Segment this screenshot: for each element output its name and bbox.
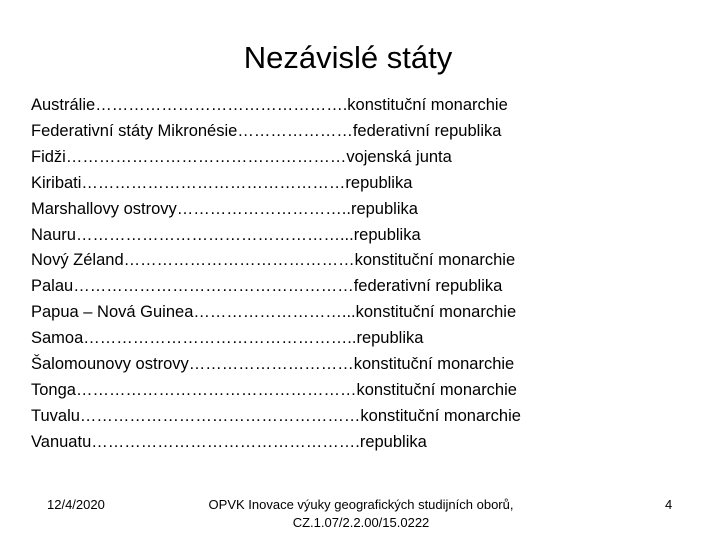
- state-row: Marshallovy ostrovy…………………………..republika: [31, 199, 418, 218]
- state-row: Austrálie……………………………………….konstituční monarchie: [31, 96, 508, 114]
- state-row: Nový Zéland……………………………………konstituční monarchie: [31, 251, 516, 270]
- state-row: Kiribati…………………………………………republika: [31, 173, 413, 192]
- state-row: Fidži……………………………………………vojenská junta: [31, 147, 452, 166]
- state-row: Nauru…………………………………………...republika: [31, 225, 421, 244]
- state-row: Tuvalu……………………………………………konstituční monarchie: [31, 406, 521, 425]
- footer-project-info: [170, 496, 552, 532]
- state-row: Palau……………………………………………federativní republika: [31, 277, 503, 296]
- slide-title: Nezávislé státy: [243, 40, 453, 75]
- state-row: Federativní státy Mikronésie…………………federativní republika: [31, 121, 502, 140]
- state-row: Tonga……………………………………………konstituční monarchie: [31, 380, 517, 399]
- footer-page-number: 4: [665, 497, 673, 512]
- footer-project-line-1: OPVK Inovace výuky geografických studijních oborů,: [208, 497, 514, 512]
- state-row: Šalomounovy ostrovy…………………………konstituční monarchie: [31, 355, 515, 374]
- state-list: [31, 93, 521, 456]
- footer-date: 12/4/2020: [47, 497, 105, 512]
- state-row: Samoa…………………………………………..republika: [31, 329, 424, 348]
- footer-project-line-2: CZ.1.07/2.2.00/15.0222: [292, 515, 430, 530]
- state-row: Vanuatu………………………………………….republika: [31, 432, 427, 451]
- state-row: Papua – Nová Guinea………………………...konstituční monarchie: [31, 303, 517, 322]
